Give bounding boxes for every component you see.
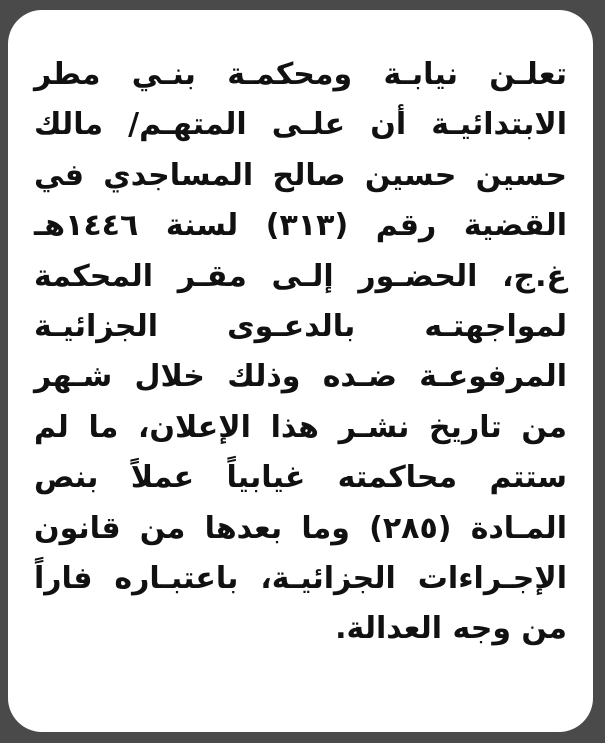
notice-line: المرفوعـة ضـده وذلك خلال شـهر [34, 359, 567, 395]
notice-line: تعلـن نيابـة ومحكمـة بنـي مطر [34, 57, 567, 92]
notice-line: الابتدائيـة أن علـى المتهـم/ مالك [34, 107, 567, 143]
notice-line: القضية رقم (٣١٣) لسنة ١٤٤٦هـ [34, 208, 567, 244]
notice-line: المـادة (٢٨٥) وما بعدها من قانون [34, 510, 567, 546]
notice-line: ستتم محاكمته غيابياً عملاً بنص [34, 460, 567, 496]
notice-text [34, 50, 567, 655]
notice-line: حسين حسين صالح المساجدي في [34, 157, 567, 193]
notice-line: الإجـراءات الجزائيـة، باعتبـاره فاراً [34, 560, 567, 596]
notice-line: من تاريخ نشـر هذا الإعلان، ما لم [34, 409, 567, 445]
notice-card [8, 10, 593, 732]
notice-line-last: من وجه العدالة. [335, 611, 567, 647]
notice-line: لمواجهتـه بالدعـوى الجزائيـة [34, 308, 567, 344]
notice-line: غ.ج، الحضـور إلـى مقـر المحكمة [34, 258, 567, 294]
